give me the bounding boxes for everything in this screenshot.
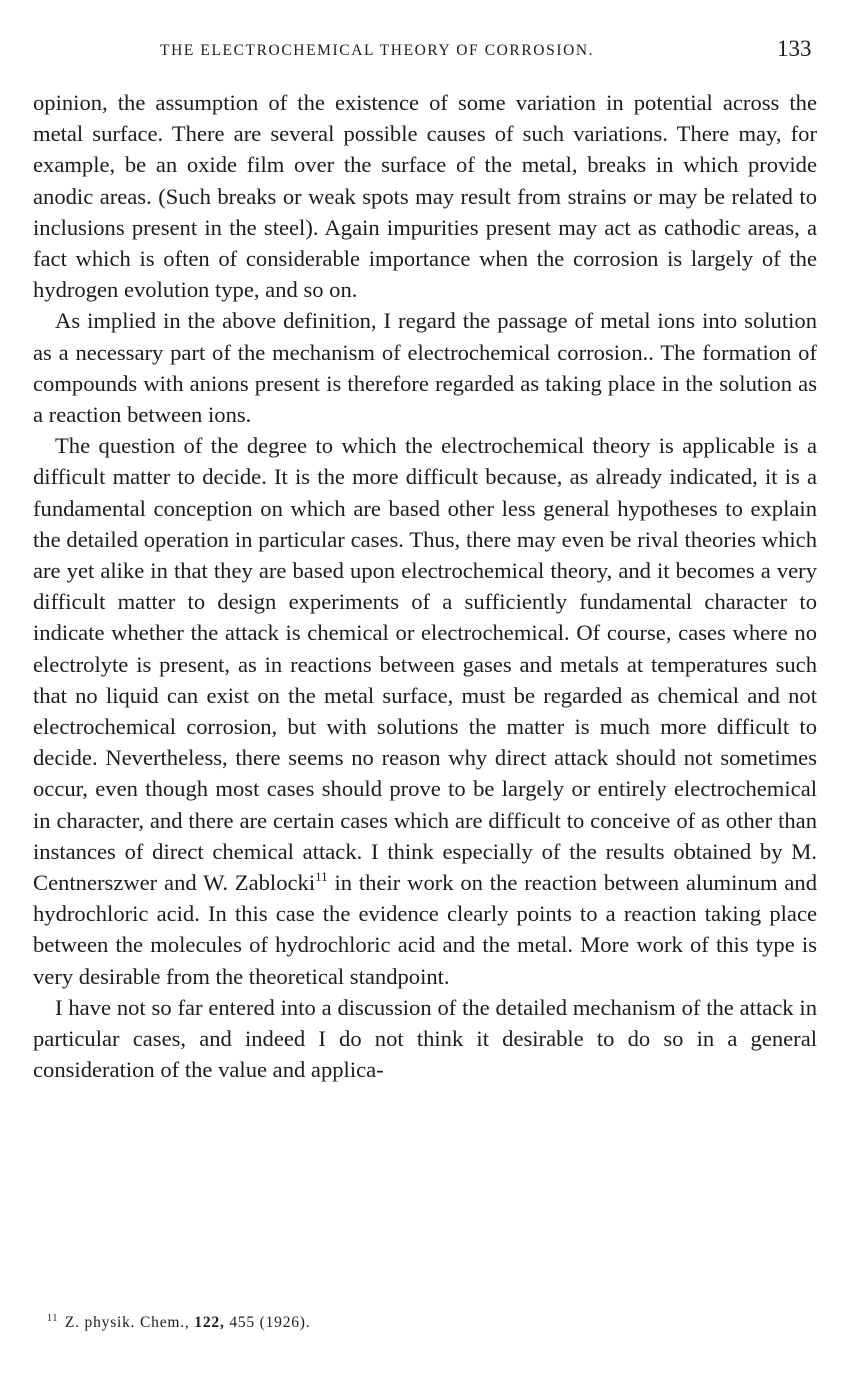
paragraph-3: [33, 430, 817, 992]
footnote: [47, 1313, 310, 1332]
paragraph-3-text-a: The question of the degree to which the electrochemical theory is applicable is a difficult matter to decide. It is the more difficult because, as already indicated, it is a fundamental conception on which are based other less general hypotheses to explain the detailed operation in particular cases. Thus, there may even be rival theories which are yet alike in that they are based upon electrochemical theory, and it becomes a very difficult matter to design experiments of a sufficiently fundamental character to indicate whether the attack is chemical or electrochemical. Of course, cases where no electrolyte is present, as in reactions between gases and metals at temperatures such that no liquid can exist on the metal surface, must be regarded as chemical and not electrochemical corrosion, but with solutions the matter is much more difficult to decide. Nevertheless, there seems no reason why direct attack should not sometimes occur, even though most cases should prove to be largely or entirely electrochemical in character, and there are certain cases which are difficult to conceive of as other than instances of direct chemical attack. I think especially of the results obtained by M. Centnerszwer and W. Zablocki: [33, 433, 817, 896]
footnote-marker: 11: [47, 1313, 59, 1324]
running-header: [0, 36, 853, 70]
footnote-reference: 11: [315, 869, 328, 885]
footnote-journal: Z. physik. Chem.,: [64, 1314, 190, 1331]
paragraph-3-text-b: in their work on the reaction between aluminum and hydrochloric acid. In this case the evidence clearly points to a reaction taking place between the molecules of hydrochloric acid and the metal. More work of this type is very desirable from the theoretical standpoint.: [33, 870, 818, 989]
footnote-pages-year: 455 (1926).: [229, 1314, 311, 1331]
footnote-volume: 122,: [194, 1314, 225, 1331]
page-number: 133: [777, 36, 812, 61]
body-text: [33, 87, 817, 1086]
running-title: THE ELECTROCHEMICAL THEORY OF CORROSION.: [160, 42, 595, 59]
paragraph-1: opinion, the assumption of the existence of some variation in potential across the metal surface. There are several possible causes of such variations. There may, for example, be an oxide film over the surface of the metal, breaks in which provide anodic areas. (Such breaks or weak spots may result from strains or may be related to inclusions present in the steel). Again impurities present may act as cathodic areas, a fact which is often of considerable importance when the corrosion is largely of the hydrogen evolution type, and so on.: [33, 90, 817, 303]
paragraph-4: I have not so far entered into a discussion of the detailed mechanism of the attack in particular cases, and indeed I do not think it desirable to do so in a general consideration of the value and applica-: [33, 994, 817, 1083]
paragraph-2: As implied in the above definition, I regard the passage of metal ions into solution as a necessary part of the mechanism of electrochemical corrosion.. The formation of compounds with anions present is therefore regarded as taking place in the solution as a reaction between ions.: [33, 308, 817, 428]
